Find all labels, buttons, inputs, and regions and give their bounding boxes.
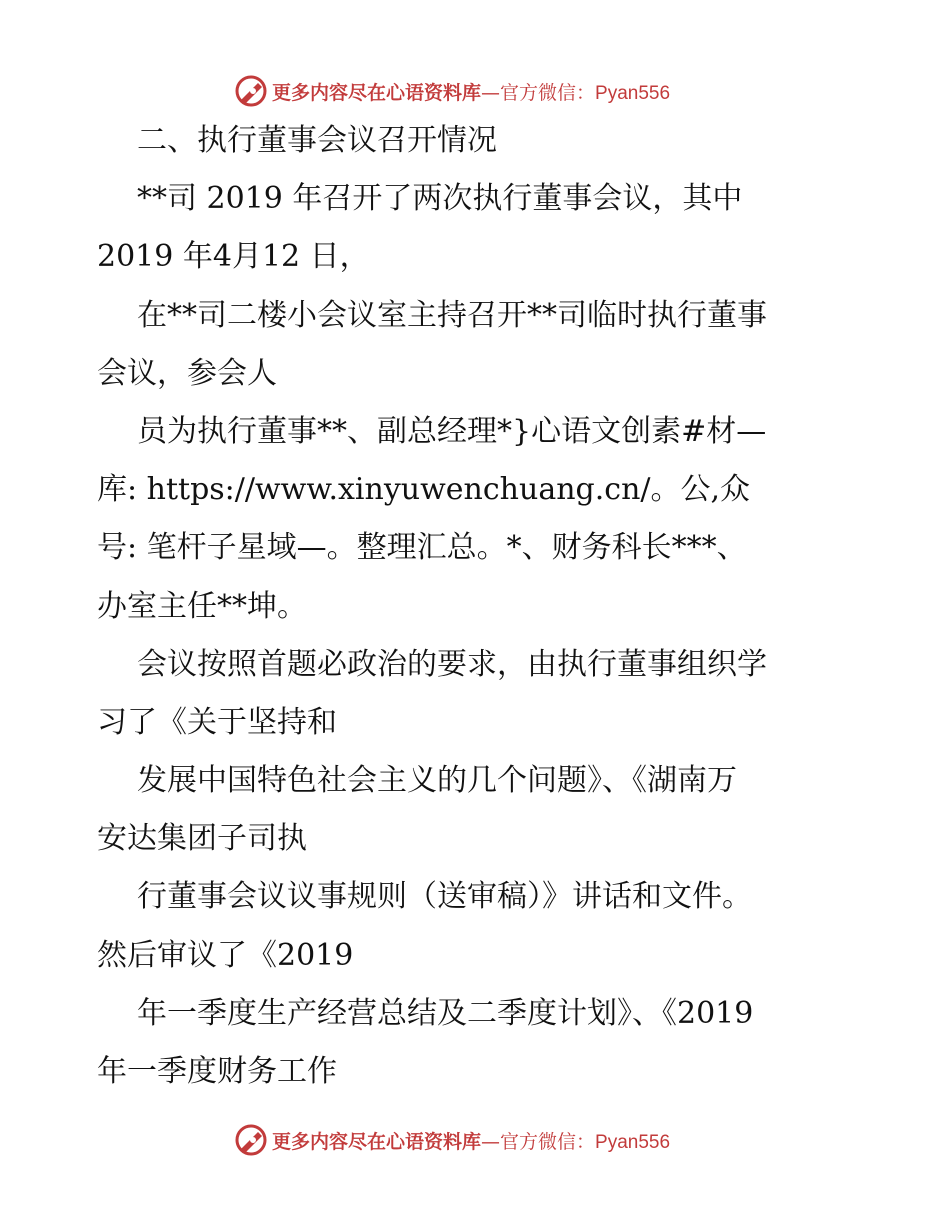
header-banner — [0, 72, 950, 112]
text-line: 会议按照首题必政治的要求，由执行董事组织学 — [137, 646, 767, 682]
footer-banner — [0, 1121, 950, 1161]
text-line: 年一季度财务工作 — [97, 1054, 337, 1089]
text-line: 发展中国特色社会主义的几个问题》、《湖南万 — [137, 763, 737, 799]
text-line: **司 2019 年召开了两次执行董事会议，其中 — [137, 181, 743, 217]
text-line: 安达集团子司执 — [97, 821, 307, 857]
banner-dash: — — [481, 82, 501, 104]
banner-text — [272, 78, 670, 105]
document-body — [97, 123, 867, 1115]
text-line: 2019 年4月12 日， — [97, 239, 370, 275]
text-line: 办室主任**坤。 — [97, 588, 307, 624]
banner-sub: 官方微信： — [500, 1131, 596, 1153]
banner-id: Pyan556 — [595, 83, 671, 104]
text-line: 行董事会议议事规则（送审稿）》讲话和文件。 — [137, 879, 752, 915]
banner-main: 更多内容尽在心语资料库 — [272, 82, 482, 104]
banner-sub: 官方微信： — [500, 82, 596, 104]
text-line: 在**司二楼小会议室主持召开**司临时执行董事 — [137, 297, 767, 333]
pen-logo-icon — [234, 1123, 268, 1157]
text-line: 二、执行董事会议召开情况 — [137, 123, 497, 158]
text-line: 员为执行董事**、副总经理*}心语文创素#材— — [137, 413, 767, 449]
text-line: 号: 笔杆子星域—。整理汇总。*、财务科长***、 — [97, 530, 747, 566]
text-line: 习了《关于坚持和 — [97, 704, 337, 740]
pen-logo-icon — [234, 74, 268, 108]
banner-dash: — — [481, 1131, 501, 1153]
text-line: 年一季度生产经营总结及二季度计划》、《2019 — [137, 995, 754, 1031]
text-line: 然后审议了《2019 — [97, 937, 354, 973]
banner-id: Pyan556 — [595, 1132, 671, 1153]
banner-main: 更多内容尽在心语资料库 — [272, 1131, 482, 1153]
text-line: 库: https://www.xinyuwenchuang.cn/。公,众 — [97, 472, 751, 508]
banner-text — [272, 1127, 670, 1154]
text-line: 会议，参会人 — [97, 355, 277, 391]
